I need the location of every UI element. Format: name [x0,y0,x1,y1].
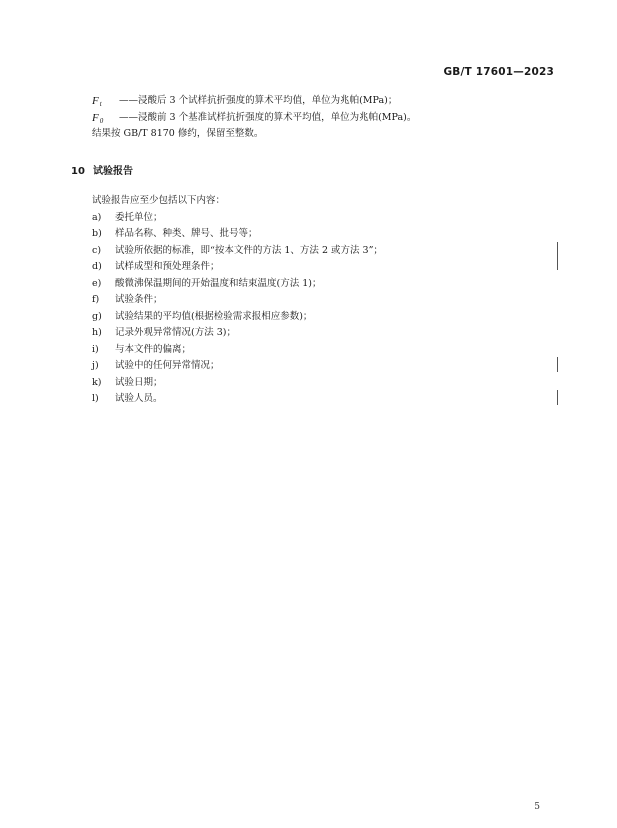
list-item-text: 记录外观异常情况(方法 3)； [115,327,236,338]
list-item-label: c) [92,245,102,256]
list-item [92,276,321,292]
page-number: 5 [534,802,540,812]
list-item [92,391,163,407]
symbol-subscript: 0 [99,117,104,125]
list-item-text: 试验所依据的标准，即“按本文件的方法 1、方法 2 或方法 3”； [115,245,383,256]
section-title: 试验报告 [93,166,133,177]
section-heading [71,162,133,177]
list-item-label: g) [92,311,102,322]
list-item [92,292,163,308]
definition-text: ——浸酸后 3 个试样抗折强度的算术平均值，单位为兆帕(MPa)； [119,95,398,106]
standard-code-header: GB/T 17601—2023 [443,66,554,78]
list-item [92,259,220,275]
list-item [92,226,258,242]
symbol-f: F [92,95,99,107]
list-item [92,342,191,358]
list-item-label: f) [92,294,100,305]
list-item-text: 试验结果的平均值(根据检验需求报相应参数)； [115,311,313,322]
list-item-text: 样品名称、种类、牌号、批号等； [115,228,258,239]
list-item [92,243,383,259]
list-item-text: 委托单位； [115,212,163,223]
list-item-text: 试验日期； [115,377,163,388]
list-item-label: a) [92,212,102,223]
list-item-text: 试样成型和预处理条件； [115,261,220,272]
list-item-label: j) [92,360,99,371]
list-item-text: 试验条件； [115,294,163,305]
list-item-text: 与本文件的偏离； [115,344,192,355]
section-number: 10 [71,166,85,177]
list-item-label: h) [92,327,102,338]
list-item-text: 酸微沸保温期间的开始温度和结束温度(方法 1)； [115,278,322,289]
list-item-label: k) [92,377,102,388]
list-item-text: 试验中的任何异常情况； [115,360,220,371]
list-item-label: i) [92,344,99,355]
list-item [92,210,163,226]
definition-text: ——浸酸前 3 个基准试样抗折强度的算术平均值，单位为兆帕(MPa)。 [119,112,417,123]
list-item-label: d) [92,261,102,272]
section-intro: 试验报告应至少包括以下内容： [92,195,226,206]
list-item [92,325,236,341]
result-rounding-note: 结果按 GB/T 8170 修约，保留至整数。 [92,128,264,139]
list-item-text: 试验人员。 [115,393,163,404]
list-item-label: l) [92,393,99,404]
list-item [92,375,163,391]
symbol-subscript: t [99,100,102,108]
change-bar [557,242,558,270]
list-item-label: e) [92,278,102,289]
change-bar [557,390,558,405]
list-item [92,358,220,374]
list-item-label: b) [92,228,102,239]
symbol-f: F [92,112,99,124]
change-bar [557,357,558,372]
list-item [92,309,312,325]
